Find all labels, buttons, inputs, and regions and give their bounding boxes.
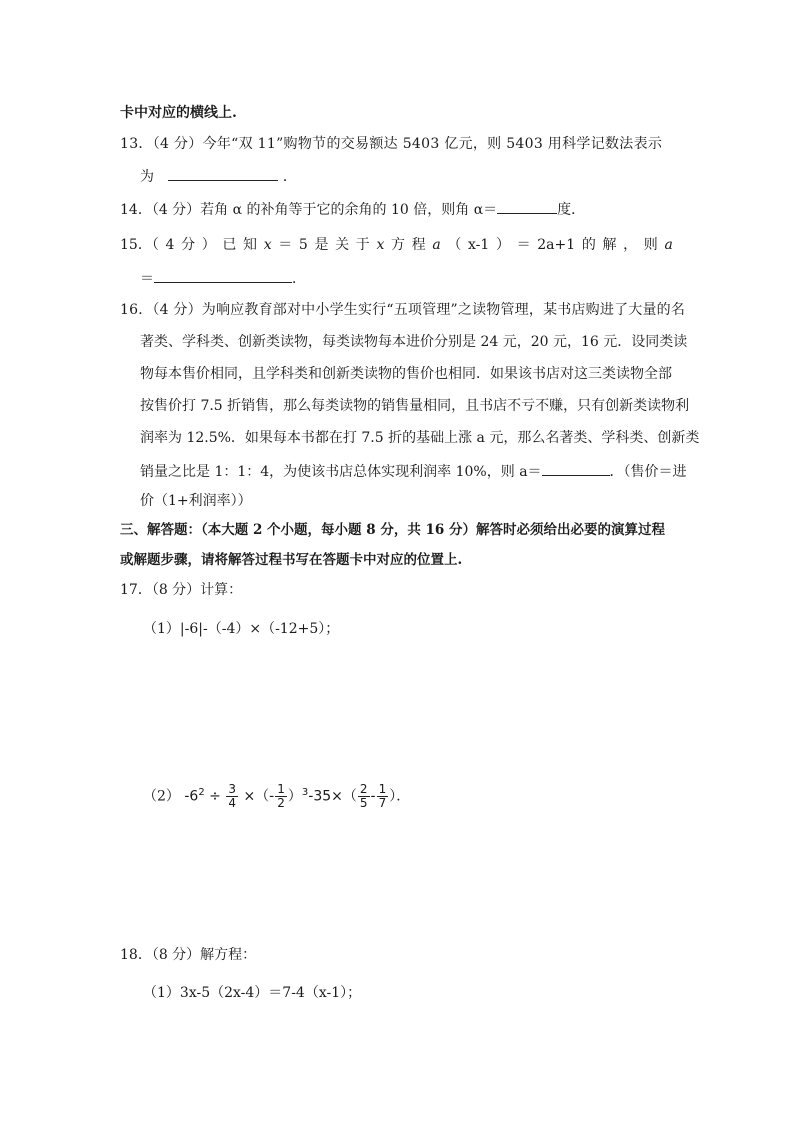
q17-title: 17．（8 分）计算：: [120, 582, 243, 598]
q15-answer-blank[interactable]: [154, 267, 292, 283]
q15-word: 已: [222, 237, 237, 253]
q13-suffix: ．: [282, 169, 297, 185]
q15-word: 是: [314, 237, 329, 253]
fraction-1-7: [377, 783, 389, 810]
q15-word: 的: [581, 237, 596, 253]
expr-close: ）: [287, 788, 302, 805]
q16-line7: 价（1+利润率））: [140, 493, 252, 509]
q16-line3: 物每本售价相同，且学科类和创新类读物的售价也相同．如果该书店对这三类读物全部: [140, 366, 672, 382]
fraction-2-5: [358, 783, 370, 810]
q16-line6: [140, 460, 687, 482]
q18-part1: （1）3x-5（2x-4）＝7-4（x-1）；: [143, 985, 362, 1001]
frac-num: 3: [228, 782, 236, 797]
intro-tail: 卡中对应的横线上.: [120, 105, 237, 121]
frac-den: 4: [228, 796, 236, 811]
q15-word: ）: [201, 237, 216, 253]
expr-exponent-3: 3: [301, 787, 309, 798]
expr-exponent-2: 2: [198, 787, 205, 798]
q16-line6-prefix: 销量之比是 1：1：4，为使该书店总体实现利润率 10%，则 a＝: [140, 464, 542, 480]
q13-line1: 13．（4 分）今年“双 11”购物节的交易额达 5403 亿元，则 5403 用科学记数法表示: [120, 136, 663, 152]
q15-word: 关: [335, 237, 350, 253]
q15-word: x-1: [468, 237, 490, 253]
q15-word: 方: [391, 237, 406, 253]
q14-answer-blank[interactable]: [497, 198, 557, 214]
frac-num: 2: [359, 782, 368, 797]
q15-word: 5: [298, 237, 308, 253]
expr-minus: -: [370, 788, 376, 805]
q15-word: a: [664, 237, 673, 253]
frac-num: 1: [378, 782, 387, 797]
fraction-1-2: [275, 783, 287, 810]
q17-part2: [143, 778, 410, 812]
q17-part1: （1）|-6|-（-4）×（-12+5）；: [143, 621, 340, 637]
q17-part2-label: （2）: [143, 788, 180, 805]
frac-den: 5: [359, 796, 368, 811]
expr-minus-35: -35×（: [308, 788, 357, 805]
q14-prefix: 14．（4 分）若角 α 的补角等于它的余角的 10 倍，则角 α＝: [120, 202, 498, 218]
q15-word: ）: [495, 237, 510, 253]
section3-line1: 三、解答题：（本大题 2 个小题，每小题 8 分，共 16 分）解答时必须给出必要的演算过程: [120, 522, 666, 538]
q15-word: 分: [181, 237, 196, 253]
q16-line1: 16．（4 分）为响应教育部对中小学生实行“五项管理”之读物管理，某书店购进了大量的名: [120, 302, 686, 318]
q15-line1: [120, 235, 673, 255]
q13-prefix: 为: [140, 169, 154, 185]
q15-word: ＝: [516, 237, 531, 253]
q16-answer-blank[interactable]: [542, 460, 610, 476]
q15-word: （: [447, 237, 462, 253]
q15-word: 则: [643, 237, 658, 253]
expr-times-open: ×（-: [243, 788, 275, 805]
q15-word: ＝: [278, 237, 293, 253]
frac-den: 7: [378, 796, 387, 811]
q15-word: 4: [165, 237, 175, 253]
q13-answer-blank[interactable]: [168, 165, 278, 181]
q15-word: 2a+1: [537, 237, 576, 253]
q13-line2: [140, 165, 297, 187]
q16-line2: 著类、学科类、创新类读物，每类读物每本进价分别是 24 元，20 元，16 元．设同类读: [140, 334, 688, 350]
frac-den: 2: [277, 796, 285, 811]
section3-line2: 或解题步骤，请将解答过程书写在答题卡中对应的位置上.: [120, 552, 463, 568]
frac-num: 1: [277, 782, 285, 797]
q15-word: ，: [623, 237, 638, 253]
q15-word: a: [432, 237, 441, 253]
q15-suffix: ．: [292, 271, 306, 287]
q15-word: 解: [602, 237, 617, 253]
expr-end: ）．: [389, 788, 411, 805]
q15-word: 于: [355, 237, 370, 253]
q15-word: 知: [243, 237, 258, 253]
q15-word: x: [376, 237, 385, 253]
q15-prefix: ＝: [140, 271, 154, 287]
q15-word: 程: [411, 237, 426, 253]
fraction-3-4: [226, 783, 238, 810]
expr-divide: ÷: [209, 788, 221, 805]
q14-suffix: 度．: [557, 202, 586, 218]
expr-neg-six: -6: [184, 788, 199, 805]
q15-word: x: [263, 237, 272, 253]
q15-line2: [140, 267, 306, 289]
q16-line4: 按售价打 7.5 折销售，那么每类读物的销售量相同，且书店不亏不赚，只有创新类读物利: [140, 398, 690, 414]
q16-line5: 润率为 12.5%．如果每本书都在打 7.5 折的基础上涨 a 元，那么名著类、学科类、创新类: [140, 430, 700, 446]
q16-line6-suffix: ．（售价＝进: [609, 464, 687, 480]
q15-word: 15．（: [120, 237, 159, 253]
q18-title: 18．（8 分）解方程：: [120, 947, 257, 963]
q14-line: [120, 198, 585, 220]
